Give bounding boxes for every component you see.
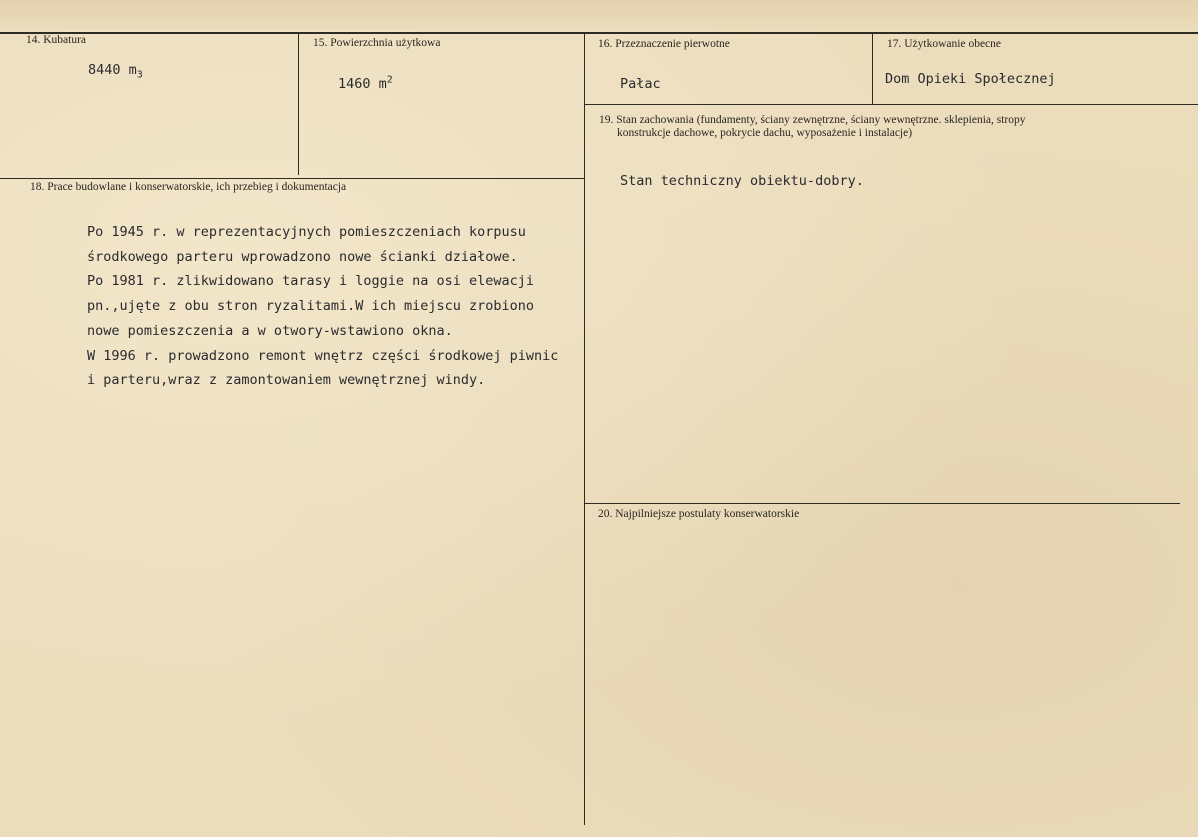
text-line: Po 1945 r. w reprezentacyjnych pomieszczeniach korpusu bbox=[87, 224, 526, 240]
stan-zachowania-label-line2: konstrukcje dachowe, pokrycie dachu, wyposażenie i instalacje) bbox=[617, 127, 913, 139]
line-above-20 bbox=[585, 503, 1180, 504]
text-line: i parteru,wraz z zamontowaniem wewnętrznej windy. bbox=[87, 372, 486, 389]
powierzchnia-value: 1460 $m^2$ bbox=[338, 74, 393, 92]
prace-budowlane-label: 18. Prace budowlane i konserwatorskie, ich przebieg i dokumentacja bbox=[30, 181, 347, 193]
center-divider bbox=[584, 33, 585, 825]
divider-14-15 bbox=[298, 33, 299, 175]
uzytkowanie-value: Dom Opieki Społecznej bbox=[885, 71, 1056, 87]
divider-16-17 bbox=[872, 33, 873, 104]
line-above-18 bbox=[0, 178, 585, 179]
przeznaczenie-label: 16. Przeznaczenie pierwotne bbox=[598, 38, 730, 50]
text-line: Po 1981 r. zlikwidowano tarasy i loggie na osi elewacji bbox=[87, 273, 535, 290]
przeznaczenie-value: Pałac bbox=[620, 76, 661, 92]
top-edge-shadow bbox=[0, 0, 1198, 30]
text-line: pn.,ujęte z obu stron ryzalitami.W ich miejscu zrobiono bbox=[87, 298, 535, 315]
kubatura-label: 14. Kubatura bbox=[26, 34, 87, 46]
postulaty-label: 20. Najpilniejsze postulaty konserwatorskie bbox=[598, 508, 800, 520]
text-line: nowe pomieszczenia a w otwory-wstawiono okna. bbox=[87, 322, 453, 339]
text-line: środkowego parteru wprowadzono nowe ścianki działowe. bbox=[87, 248, 518, 265]
top-border-line bbox=[0, 32, 1198, 34]
stan-zachowania-value: Stan techniczny obiektu-dobry. bbox=[620, 173, 864, 189]
kubatura-value: 8440 $m_3$ bbox=[88, 62, 143, 81]
text-line: W 1996 r. prowadzono remont wnętrz części środkowej piwnic bbox=[87, 347, 559, 364]
line-under-16-17 bbox=[585, 104, 1198, 105]
uzytkowanie-label: 17. Użytkowanie obecne bbox=[887, 38, 1002, 50]
stan-zachowania-label-line1: 19. Stan zachowania (fundamenty, ściany zewnętrzne, ściany wewnętrzne. sklepienia, stropy bbox=[599, 114, 1026, 126]
prace-budowlane-text bbox=[87, 220, 558, 393]
powierzchnia-label: 15. Powierzchnia użytkowa bbox=[313, 37, 441, 49]
